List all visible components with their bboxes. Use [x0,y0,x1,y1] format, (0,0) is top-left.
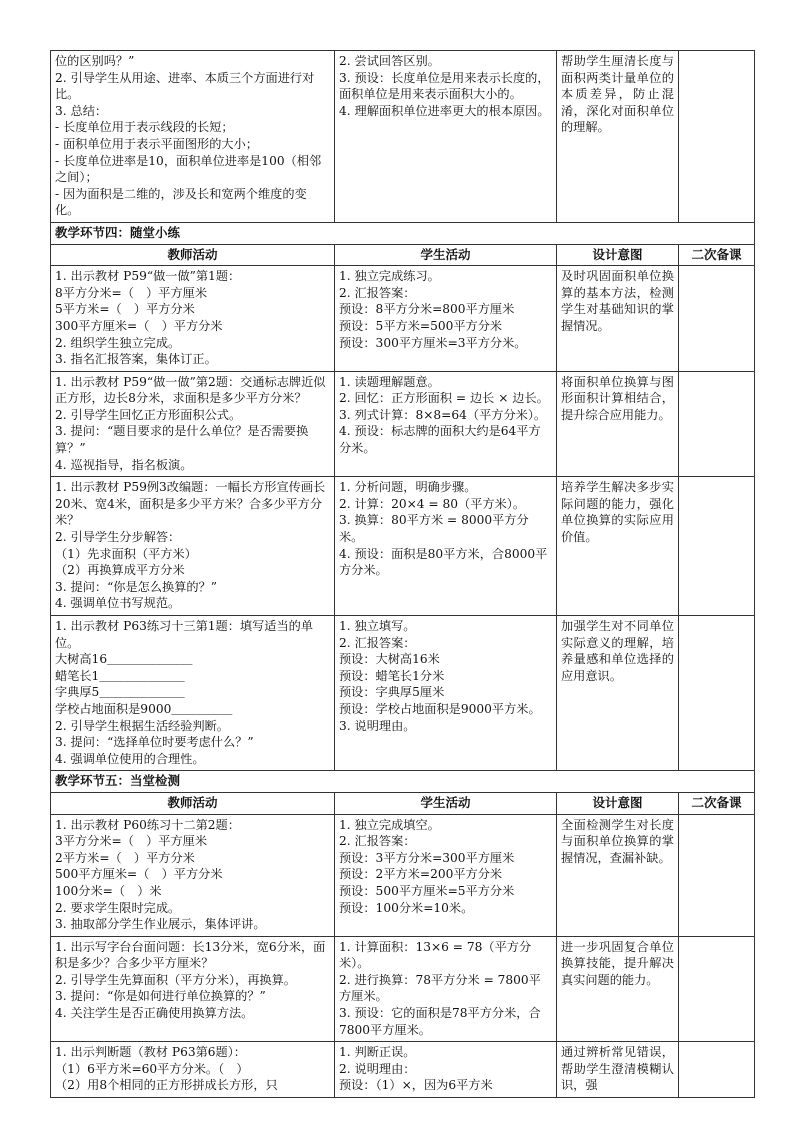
student-line: 2. 进行换算：78平方分米 = 7800平方厘米。 [339,972,541,1004]
student-line: 1. 判断正误。 [339,1045,416,1060]
table-row [51,266,755,372]
second-prep-cell [679,371,755,477]
student-line: 1. 独立完成填空。 [339,817,440,832]
header-second: 二次备课 [679,244,755,266]
section-title: 教学环节五：当堂检测 [51,771,755,793]
teacher-line: 3. 提问：“你是怎么换算的？” [55,579,218,594]
student-line: 4. 理解面积单位进率更大的根本原因。 [339,103,550,118]
intent-activity-cell [557,477,679,616]
teacher-line: 4. 强调单位使用的合理性。 [55,751,205,766]
teacher-line: 1. 出示教材 P60练习十二第2题： [55,817,240,832]
teacher-line: 2. 引导学生从用途、进率、本质三个方面进行对比。 [55,70,315,102]
teacher-line: 3. 提问：“你是如何进行单位换算的？” [55,989,266,1004]
second-prep-cell [679,616,755,771]
header-intent: 设计意图 [557,792,679,814]
teacher-line: 字典厚5＿＿＿＿＿＿＿ [55,685,185,700]
teacher-line: - 长度单位进率是10，面积单位进率是100（相邻之间）； [55,153,322,185]
teacher-line: 1. 出示写字台台面问题：长13分米，宽6分米，面积是多少？合多少平方厘米？ [55,939,326,971]
student-line: 3. 换算：80平方米 = 8000平方分米。 [339,513,529,545]
teacher-activity-cell [51,814,335,936]
table-row [51,51,755,223]
teacher-line: 2. 要求学生限时完成。 [55,900,181,915]
teacher-line: 3. 提问：“选择单位时要考虑什么？” [55,735,254,750]
intent-activity-cell [557,936,679,1042]
student-line: 1. 读题理解题意。 [339,374,440,389]
teacher-line: 300平方厘米=（ ）平方分米 [55,318,223,333]
teacher-activity-cell [51,1042,335,1098]
student-line: 3. 预设：长度单位是用来表示长度的，面积单位是用来表示面积大小的。 [339,70,550,102]
student-activity-cell [335,51,557,223]
header-second: 二次备课 [679,792,755,814]
teacher-line: （2）再换算成平方分米 [55,563,185,578]
student-activity-cell [335,371,557,477]
second-prep-cell [679,936,755,1042]
table-row [51,1042,755,1098]
intent-line: 进一步巩固复合单位换算技能，提升解决真实问题的能力。 [561,939,674,987]
intent-line: 及时巩固面积单位换算的基本方法，检测学生对基础知识的掌握情况。 [561,269,674,333]
student-line: 2. 汇报答案： [339,285,416,300]
student-line: 3. 预设：它的面积是78平方分米，合7800平方厘米。 [339,1006,541,1037]
student-activity-cell [335,477,557,616]
intent-line: 加强学生对不同单位实际意义的理解，培养量感和单位选择的应用意识。 [561,619,674,683]
student-line: 预设：100分米=10米。 [339,900,474,915]
student-line: 预设：字典厚5厘米 [339,685,445,700]
teacher-line: 3. 提问：“题目要求的是什么单位？是否需要换算？” [55,424,309,456]
teacher-line: - 因为面积是二维的，涉及长和宽两个维度的变化。 [55,186,307,218]
teacher-line: （2）用8个相同的正方形拼成长方形，只 [55,1078,278,1093]
student-line: 3. 说明理由。 [339,718,416,733]
teacher-line: 2. 引导学生先算面积（平方分米），再换算。 [55,972,296,987]
second-prep-cell [679,51,755,223]
teacher-line: 2. 引导学生回忆正方形面积公式。 [55,407,242,422]
intent-line: 通过辨析常见错误，帮助学生澄清模糊认识，强 [561,1045,674,1093]
student-line: 预设：学校占地面积是9000平方米。 [339,701,541,716]
table-row [51,371,755,477]
student-activity-cell [335,1042,557,1098]
student-line: 1. 计算面积：13×6 = 78（平方分米）。 [339,939,532,971]
teacher-line: 3. 抽取部分学生作业展示，集体评讲。 [55,917,266,932]
lesson-plan-table [50,50,755,1098]
teacher-activity-cell [51,51,335,223]
teacher-line: 1. 出示判断题（教材 P63第6题）： [55,1045,246,1060]
student-line: 预设：300平方厘米=3平方分米。 [339,335,527,350]
teacher-line: 8平方分米=（ ）平方厘米 [55,285,208,300]
student-line: 预设：500平方厘米=5平方分米 [339,883,515,898]
teacher-line: - 长度单位用于表示线段的长短； [55,120,234,135]
table-header-row [51,244,755,266]
student-activity-cell [335,936,557,1042]
student-line: 1. 分析问题，明确步骤。 [339,480,477,495]
student-line: 预设：8平方分米=800平方厘米 [339,302,515,317]
student-activity-cell [335,266,557,372]
teacher-line: 100分米=（ ）米 [55,883,162,898]
table-row [51,616,755,771]
student-line: 1. 独立填写。 [339,619,416,633]
intent-line: 全面检测学生对长度与面积单位换算的掌握情况，查漏补缺。 [561,817,674,865]
student-line: 4. 预设：面积是80平方米，合8000平方分米。 [339,546,548,578]
student-line: 2. 汇报答案： [339,635,416,650]
table-row [51,936,755,1042]
second-prep-cell [679,477,755,616]
student-line: 预设：大树高16米 [339,652,440,667]
teacher-line: 3平方分米=（ ）平方厘米 [55,834,208,849]
intent-activity-cell [557,371,679,477]
teacher-line: 1. 出示教材 P59“做一做”第2题：交通标志牌近似正方形，边长8分米，求面积是多少平方分米？ [55,374,326,406]
teacher-activity-cell [51,616,335,771]
student-activity-cell [335,616,557,771]
teacher-activity-cell [51,266,335,372]
student-line: 2. 尝试回答区别。 [339,54,440,68]
teacher-line: 2平方米=（ ）平方分米 [55,850,195,865]
student-line: 预设：蜡笔长1分米 [339,668,445,683]
teacher-line: 2. 引导学生根据生活经验判断。 [55,718,229,733]
teacher-line: （1）6平方米=60平方分米。（ ） [55,1061,249,1076]
intent-line: 培养学生解决多步实际问题的能力，强化单位换算的实际应用价值。 [561,480,674,545]
lesson-plan-page [50,50,754,1098]
intent-activity-cell [557,1042,679,1098]
intent-activity-cell [557,814,679,936]
teacher-line: （1）先求面积（平方米） [55,546,197,561]
teacher-line: - 面积单位用于表示平面图形的大小； [55,136,258,151]
student-line: 2. 汇报答案： [339,834,416,849]
header-intent: 设计意图 [557,244,679,266]
section-title-row [51,222,755,244]
teacher-line: 3. 总结： [55,103,108,118]
teacher-line: 位的区别吗？” [55,54,135,68]
intent-line: 帮助学生厘清长度与面积两类计量单位的本质差异，防止混淆，深化对面积单位的理解。 [561,54,674,135]
student-line: 2. 回忆：正方形面积 = 边长 × 边长。 [339,391,549,406]
student-line: 2. 说明理由： [339,1061,416,1076]
teacher-line: 4. 强调单位书写规范。 [55,596,181,611]
teacher-line: 学校占地面积是9000＿＿＿＿＿ [55,701,233,716]
intent-line: 将面积单位换算与图形面积计算相结合，提升综合应用能力。 [561,374,674,422]
student-activity-cell [335,814,557,936]
table-row [51,814,755,936]
student-line: 预设：（1）×，因为6平方米 [339,1078,493,1093]
teacher-line: 4. 巡视指导，指名板演。 [55,457,193,472]
intent-activity-cell [557,616,679,771]
teacher-line: 4. 关注学生是否正确使用换算方法。 [55,1006,254,1021]
second-prep-cell [679,266,755,372]
header-student: 学生活动 [335,792,557,814]
teacher-line: 1. 出示教材 P59例3改编题：一幅长方形宣传画长20米、宽4米，面积是多少平方米？合多少平方分米？ [55,480,326,528]
header-teacher: 教师活动 [51,792,335,814]
teacher-activity-cell [51,936,335,1042]
section-title: 教学环节四：随堂小练 [51,222,755,244]
teacher-line: 3. 指名汇报答案，集体订正。 [55,352,217,367]
teacher-line: 1. 出示教材 P59“做一做”第1题： [55,269,241,284]
header-teacher: 教师活动 [51,244,335,266]
teacher-line: 蜡笔长1＿＿＿＿＿＿＿ [55,668,185,683]
student-line: 2. 计算：20×4 = 80（平方米）。 [339,496,526,511]
teacher-line: 500平方厘米=（ ）平方分米 [55,867,223,882]
student-line: 预设：5平方米=500平方分米 [339,318,503,333]
teacher-line: 5平方米=（ ）平方分米 [55,302,195,317]
student-line: 预设：3平方分米=300平方厘米 [339,850,515,865]
section-title-row [51,771,755,793]
teacher-line: 1. 出示教材 P63练习十三第1题：填写适当的单位。 [55,619,314,650]
second-prep-cell [679,814,755,936]
table-header-row [51,792,755,814]
student-line: 预设：2平方米=200平方分米 [339,867,503,882]
intent-activity-cell [557,266,679,372]
header-student: 学生活动 [335,244,557,266]
student-line: 3. 列式计算：8×8=64（平方分米）。 [339,407,547,422]
teacher-line: 2. 组织学生独立完成。 [55,335,181,350]
student-line: 1. 独立完成练习。 [339,269,440,284]
teacher-line: 大树高16＿＿＿＿＿＿＿ [55,652,193,667]
teacher-activity-cell [51,477,335,616]
teacher-line: 2. 引导学生分步解答： [55,530,181,545]
student-line: 4. 预设：标志牌的面积大约是64平方分米。 [339,424,541,456]
second-prep-cell [679,1042,755,1098]
teacher-activity-cell [51,371,335,477]
intent-activity-cell [557,51,679,223]
table-row [51,477,755,616]
